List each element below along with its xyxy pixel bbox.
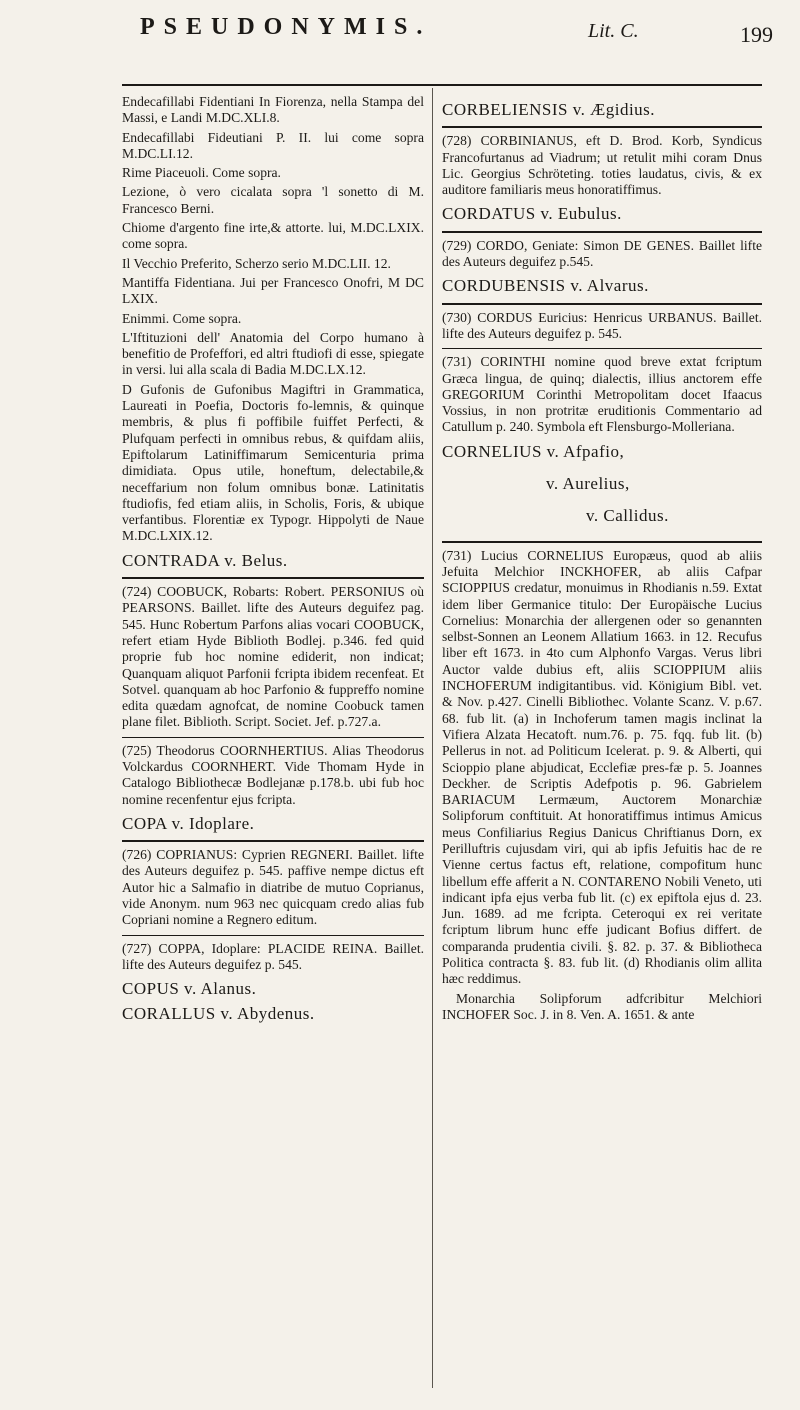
entry-paragraph: Endecafillabi Fidentiani In Fiorenza, nella Stampa del Massi, e Landi M.DC.XLI.8. <box>122 94 424 126</box>
header-rule <box>122 84 762 86</box>
entry-paragraph: Lezione, ò vero cicalata sopra 'l sonetto di M. Francesco Berni. <box>122 184 424 216</box>
entry-paragraph: Rime Piaceuoli. Come sopra. <box>122 165 281 181</box>
section-rule <box>442 126 762 128</box>
section-rule <box>442 303 762 305</box>
entry-paragraph: (724) COOBUCK, Robarts: Robert. PERSONIUS où PEARSONS. Baillet. lifte des Auteurs deguifez pag. 545. Hunc Robertum Parfons alias vocari COOBUCK, refert etiam Hyde Biblioth Bodlej. p.346. fed quid proprie fub hoc nomine ediderit, non indicat; Quanquam aliquot Parfonii fcripta ibidem recenfeat. Et Sotvel. quanquam ab hoc Parfonio & fuppreffo nomine edita quædam agnofcat, de nomine Coobuck tamen plane filet. Biblioth. Script. Societ. Jef. p.727.a. <box>122 584 424 730</box>
section-rule <box>442 541 762 543</box>
cross-reference-heading: COPA v. Idoplare. <box>122 813 255 833</box>
page-header <box>0 0 800 64</box>
entry-paragraph: (726) COPRIANUS: Cyprien REGNERI. Baillet. lifte des Auteurs deguifez p. 545. paffive nempe dictus eft Autor hic a Salmafio in diatribe de mutuo Coprianus, vide Anonym. num 963 nec quicquam credo alias fub Copriani nomine a Regnero editum. <box>122 847 424 928</box>
section-rule <box>442 348 762 349</box>
entry-paragraph: (727) COPPA, Idoplare: PLACIDE REINA. Baillet. lifte des Auteurs deguifez p. 545. <box>122 940 424 972</box>
entry-paragraph: (728) CORBINIANUS, eft D. Brod. Korb, Syndicus Francofurtanus ad Viadrum; ut retulit mihi coram Dnus Lic. Georgius Schröteting. toties laudatus, civis, & ex auditore familiaris meus honoratiffimus. <box>442 133 762 198</box>
page-number: 199 <box>740 22 773 47</box>
left-column <box>122 94 424 1030</box>
entry-paragraph: D Gufonis de Gufonibus Magiftri in Grammatica, Laureati in Poefia, Doctoris fo-lemnis, & quinque membris, & plus fi poffibile fuiffet Perfecti, & Plufquam perfecti in omnibus rebus, & quifdam aliis, Epiftolarum Latiniffimarum Semicenturia prima dimidiata. Opus utile, honeftum, delectabile,& neceffarium non folum omnibus bonæ. Latinitatis ftudiofis, fed etiam aliis, in Scholis, Foris, & ubique verfantibus. Florentiæ ex Typogr. Hippolyti de Naue M.DC.LXIX.12. <box>122 381 424 544</box>
section-rule <box>122 935 424 936</box>
section-mark: Lit. C. <box>588 20 639 42</box>
cross-reference-heading: CORBELIENSIS v. Ægidius. <box>442 100 656 119</box>
entry-paragraph: (729) CORDO, Geniate: Simon DE GENES. Baillet lifte des Auteurs deguifez p.545. <box>442 237 762 270</box>
entry-paragraph: Chiome d'argento fine irte,& attorte. lui, M.DC.LXIX. come sopra. <box>122 220 424 252</box>
cross-reference-heading: CORDATUS v. Eubulus. <box>442 204 622 224</box>
section-rule <box>442 231 762 233</box>
right-column <box>442 94 762 1026</box>
section-rule <box>122 577 424 579</box>
entry-paragraph: (725) Theodorus COORNHERTIUS. Alias Theodorus Volckardus COORNHERT. Vide Thomam Hyde in Catalogo Bibliothecæ Bodlejanæ p.178.b. ubi fub hoc nomine recenfentur ejus fcripta. <box>122 742 424 807</box>
cross-reference-heading: CONTRADA v. Belus. <box>122 550 288 570</box>
entry-paragraph: (730) CORDUS Euricius: Henricus URBANUS. Baillet. lifte des Auteurs deguifez p. 545. <box>442 309 762 341</box>
column-divider <box>432 88 433 1388</box>
entry-paragraph: Mantiffa Fidentiana. Jui per Francesco Onofri, M DC LXIX. <box>122 274 424 307</box>
cross-reference-heading: v. Callidus. <box>586 506 669 526</box>
entry-paragraph: (731) Lucius CORNELIUS Europæus, quod ab aliis Jefuita Melchior INCKHOFER, ab aliis Cafpar SCIOPPIUS credatur, monuimus in Rhodianis n.59. Extat idem liber Germanice titulo: Der Europäische Lucius Cornelius: Monarchia der allergenen oder so genannten selbst-Sonnen an Leonem Allatium 1663. in 12. Recufus liber eft 1673. in 4to cum Alphonfo Vargas. Verus libri Auctor valde dubius eft, aliis SCIOPPIUM aliis INCHOFERUM indigitantibus. vid. Königium Bibl. vet. & Nov. p.427. Cinelli Bibliothec. Volante Scanz. V. p.67. 68. fub lit. (a) in Inchoferum tamen magis inclinat la Vifiera Alzata Hecatoft. num.76. p. 75. fqq. fub lit. (b) Pellerus in not. ad Politicum Icelerat. p. 9. & Alberti, qui Scioppio plane abjudicat, Ecclefiæ pres-fæ p. 5. Joannes Deckher. de Scriptis Adefpotis p. 96. Gabrielem BARIACUM Lermæum, Auctorem Monarchiæ Solipforum conftituit. At honoratiffimus intimus Amicus meus Confiliarius Regius Danicus Chriftianus Dorn, ex Perilluftris cujusdam viri, qui ab ipfis Jefuitis hac de re Vienne certus factus eft, relatione, compofitum hunc libellum effe afferit a N. CONTARENO Nobili Veneto, uti indicant ipfa ejus verba fub lit. (c) ex epiftola ejus d. 23. Jun. 1689. ad me fcripta. Ceteroqui ex rei veritate fcriptum librum hunc effe judicant Bofius differt. de comparanda prudentia civili. §. 82. p. 37. & Bibliotheca Politica contracta §. 83. fub lit. (d) Rhodianis olim allita hæc reddimus. <box>442 547 762 987</box>
cross-reference-heading: CORNELIUS v. Afpafio, <box>442 441 625 461</box>
entry-paragraph: Monarchia Solipforum adfcribitur Melchiori INCHOFER Soc. J. in 8. Ven. A. 1651. & ante <box>442 990 762 1022</box>
cross-reference-heading: v. Aurelius, <box>546 474 630 494</box>
entry-paragraph: L'Iftituzioni dell' Anatomia del Corpo humano à benefitio de Profeffori, ed altri ftudiofi di esse, spiegate in versi. lui alla scala di Badia M.DC.LX.12. <box>122 329 424 378</box>
cross-reference-heading: CORALLUS v. Abydenus. <box>122 1003 315 1023</box>
entry-paragraph: Enimmi. Come sopra. <box>122 310 242 326</box>
cross-reference-heading: COPUS v. Alanus. <box>122 979 257 999</box>
entry-paragraph: (731) CORINTHI nomine quod breve extat fcriptum Græca lingua, de quinq; dialectis, illius anctorem effe GREGORIUM Corinthi Metropolitam docet Ifaacus Vossius, in non protritæ eruditionis Commentario ad Catullum p. 240. Symbola eft Flensburgo-Molleriana. <box>442 354 762 435</box>
running-title: PSEUDONYMIS. <box>140 14 432 40</box>
section-rule <box>122 840 424 842</box>
section-rule <box>122 737 424 738</box>
cross-reference-heading: CORDUBENSIS v. Alvarus. <box>442 276 649 296</box>
entry-paragraph: Endecafillabi Fideutiani P. II. lui come sopra M.DC.LI.12. <box>122 129 424 161</box>
entry-paragraph: Il Vecchio Preferito, Scherzo serio M.DC.LII. 12. <box>122 255 391 271</box>
